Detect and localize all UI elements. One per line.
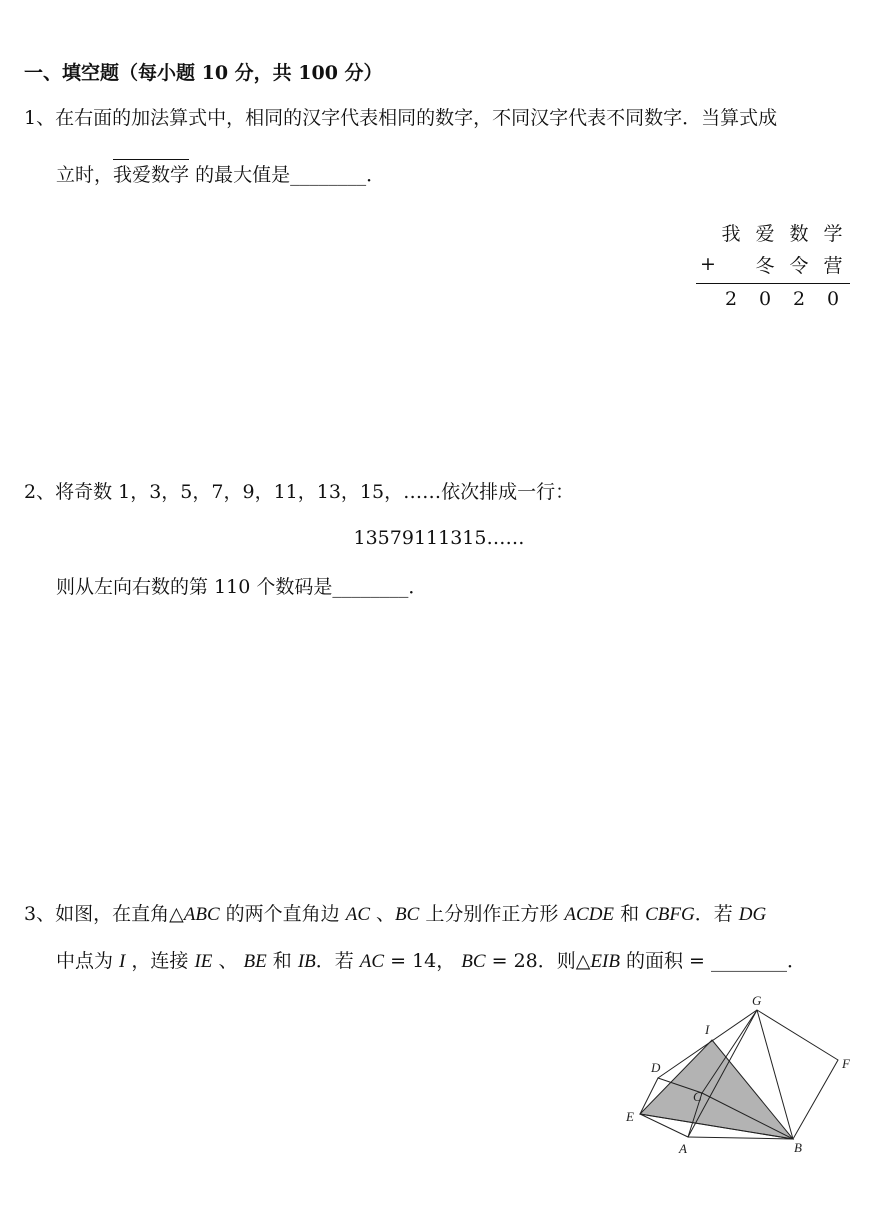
math-bc: BC <box>395 904 420 925</box>
addend-char: 数 <box>789 222 809 245</box>
addend-char: 我 <box>721 222 741 245</box>
q3-line1 <box>24 901 766 928</box>
segment-ab <box>688 1137 793 1139</box>
math-i: I <box>119 951 126 972</box>
q2-line3: 则从左向右数的第 110 个数码是________． <box>56 576 428 598</box>
q1-line2 <box>56 159 385 188</box>
label-b: B <box>794 1140 802 1155</box>
triangle-symbol: △ <box>575 950 591 972</box>
result-digit: 2 <box>792 288 806 310</box>
addend-char: 营 <box>823 254 843 277</box>
q3-number: 3、 <box>24 903 56 925</box>
math-ac: AC <box>345 904 370 925</box>
q3-text: ．若 <box>315 950 360 972</box>
result-digit: 0 <box>826 288 840 310</box>
plus-sign: + <box>700 253 716 275</box>
q1-addition-equation <box>696 216 850 312</box>
q2-number: 2、 <box>24 481 56 503</box>
q3-text: = 14， <box>384 950 462 972</box>
math-be: BE <box>243 951 267 972</box>
addend-char: 令 <box>789 254 809 277</box>
q1-line2-prefix: 立时， <box>56 164 114 186</box>
q3-text: 和 <box>614 903 646 925</box>
label-c: C <box>693 1089 702 1104</box>
q1-text-line1: 在右面的加法算式中，相同的汉字代表相同的数字，不同汉字代表不同数字．当算式成 <box>55 107 778 129</box>
q3-text: 、 <box>212 950 244 972</box>
math-bc: BC <box>461 951 486 972</box>
q1-overlined-word: 我爱数学 <box>113 159 189 188</box>
math-ie: IE <box>194 951 213 972</box>
label-f: F <box>842 1056 850 1071</box>
q2-text-line1: 将奇数 1，3，5，7，9，11，13，15，……依次排成一行： <box>55 481 575 503</box>
math-acde: ACDE <box>564 904 615 925</box>
q3-line2 <box>56 948 806 975</box>
geometry-figure <box>616 990 856 1160</box>
label-i: I <box>705 1022 710 1037</box>
triangle-symbol: △ <box>169 903 184 925</box>
addition-result-row <box>696 286 850 312</box>
result-digit: 2 <box>724 288 738 310</box>
q3-text: 的面积 = ________． <box>619 950 806 972</box>
math-cbfg: CBFG <box>645 904 695 925</box>
sum-rule <box>696 283 850 284</box>
q1-number: 1、 <box>24 107 56 129</box>
q3-text: ．若 <box>694 903 739 925</box>
q2-line1 <box>24 479 574 505</box>
math-ac: AC <box>359 951 385 972</box>
q1-line1 <box>24 105 777 131</box>
label-a: A <box>679 1141 687 1156</box>
addend-char: 冬 <box>755 254 775 277</box>
math-abc: ABC <box>183 904 220 925</box>
addition-row-1 <box>696 216 850 248</box>
section-title: 一、填空题（每小题 10 分，共 100 分） <box>24 62 383 84</box>
math-dg: DG <box>738 904 767 925</box>
q3-text: 的两个直角边 <box>219 903 346 925</box>
addend-char: 爱 <box>755 222 775 245</box>
label-g: G <box>752 993 762 1008</box>
q3-text: = 28．则 <box>485 950 576 972</box>
q1-line2-suffix: 的最大值是________． <box>189 164 386 186</box>
q3-text: 上分别作正方形 <box>419 903 565 925</box>
result-digit: 0 <box>758 288 772 310</box>
label-d: D <box>651 1060 661 1075</box>
q3-text: 中点为 <box>56 950 120 972</box>
addition-row-2 <box>696 248 850 280</box>
math-eib: EIB <box>590 951 620 972</box>
q3-text: 如图，在直角 <box>55 903 170 925</box>
shaded-triangle-eib <box>640 1040 793 1139</box>
addend-char: 学 <box>823 222 843 245</box>
q3-text: ，连接 <box>125 950 195 972</box>
q3-text: 和 <box>266 950 298 972</box>
label-e: E <box>626 1109 634 1124</box>
q2-sequence: 13579111315…… <box>353 527 525 549</box>
math-ib: IB <box>297 951 316 972</box>
q3-text: 、 <box>370 903 396 925</box>
